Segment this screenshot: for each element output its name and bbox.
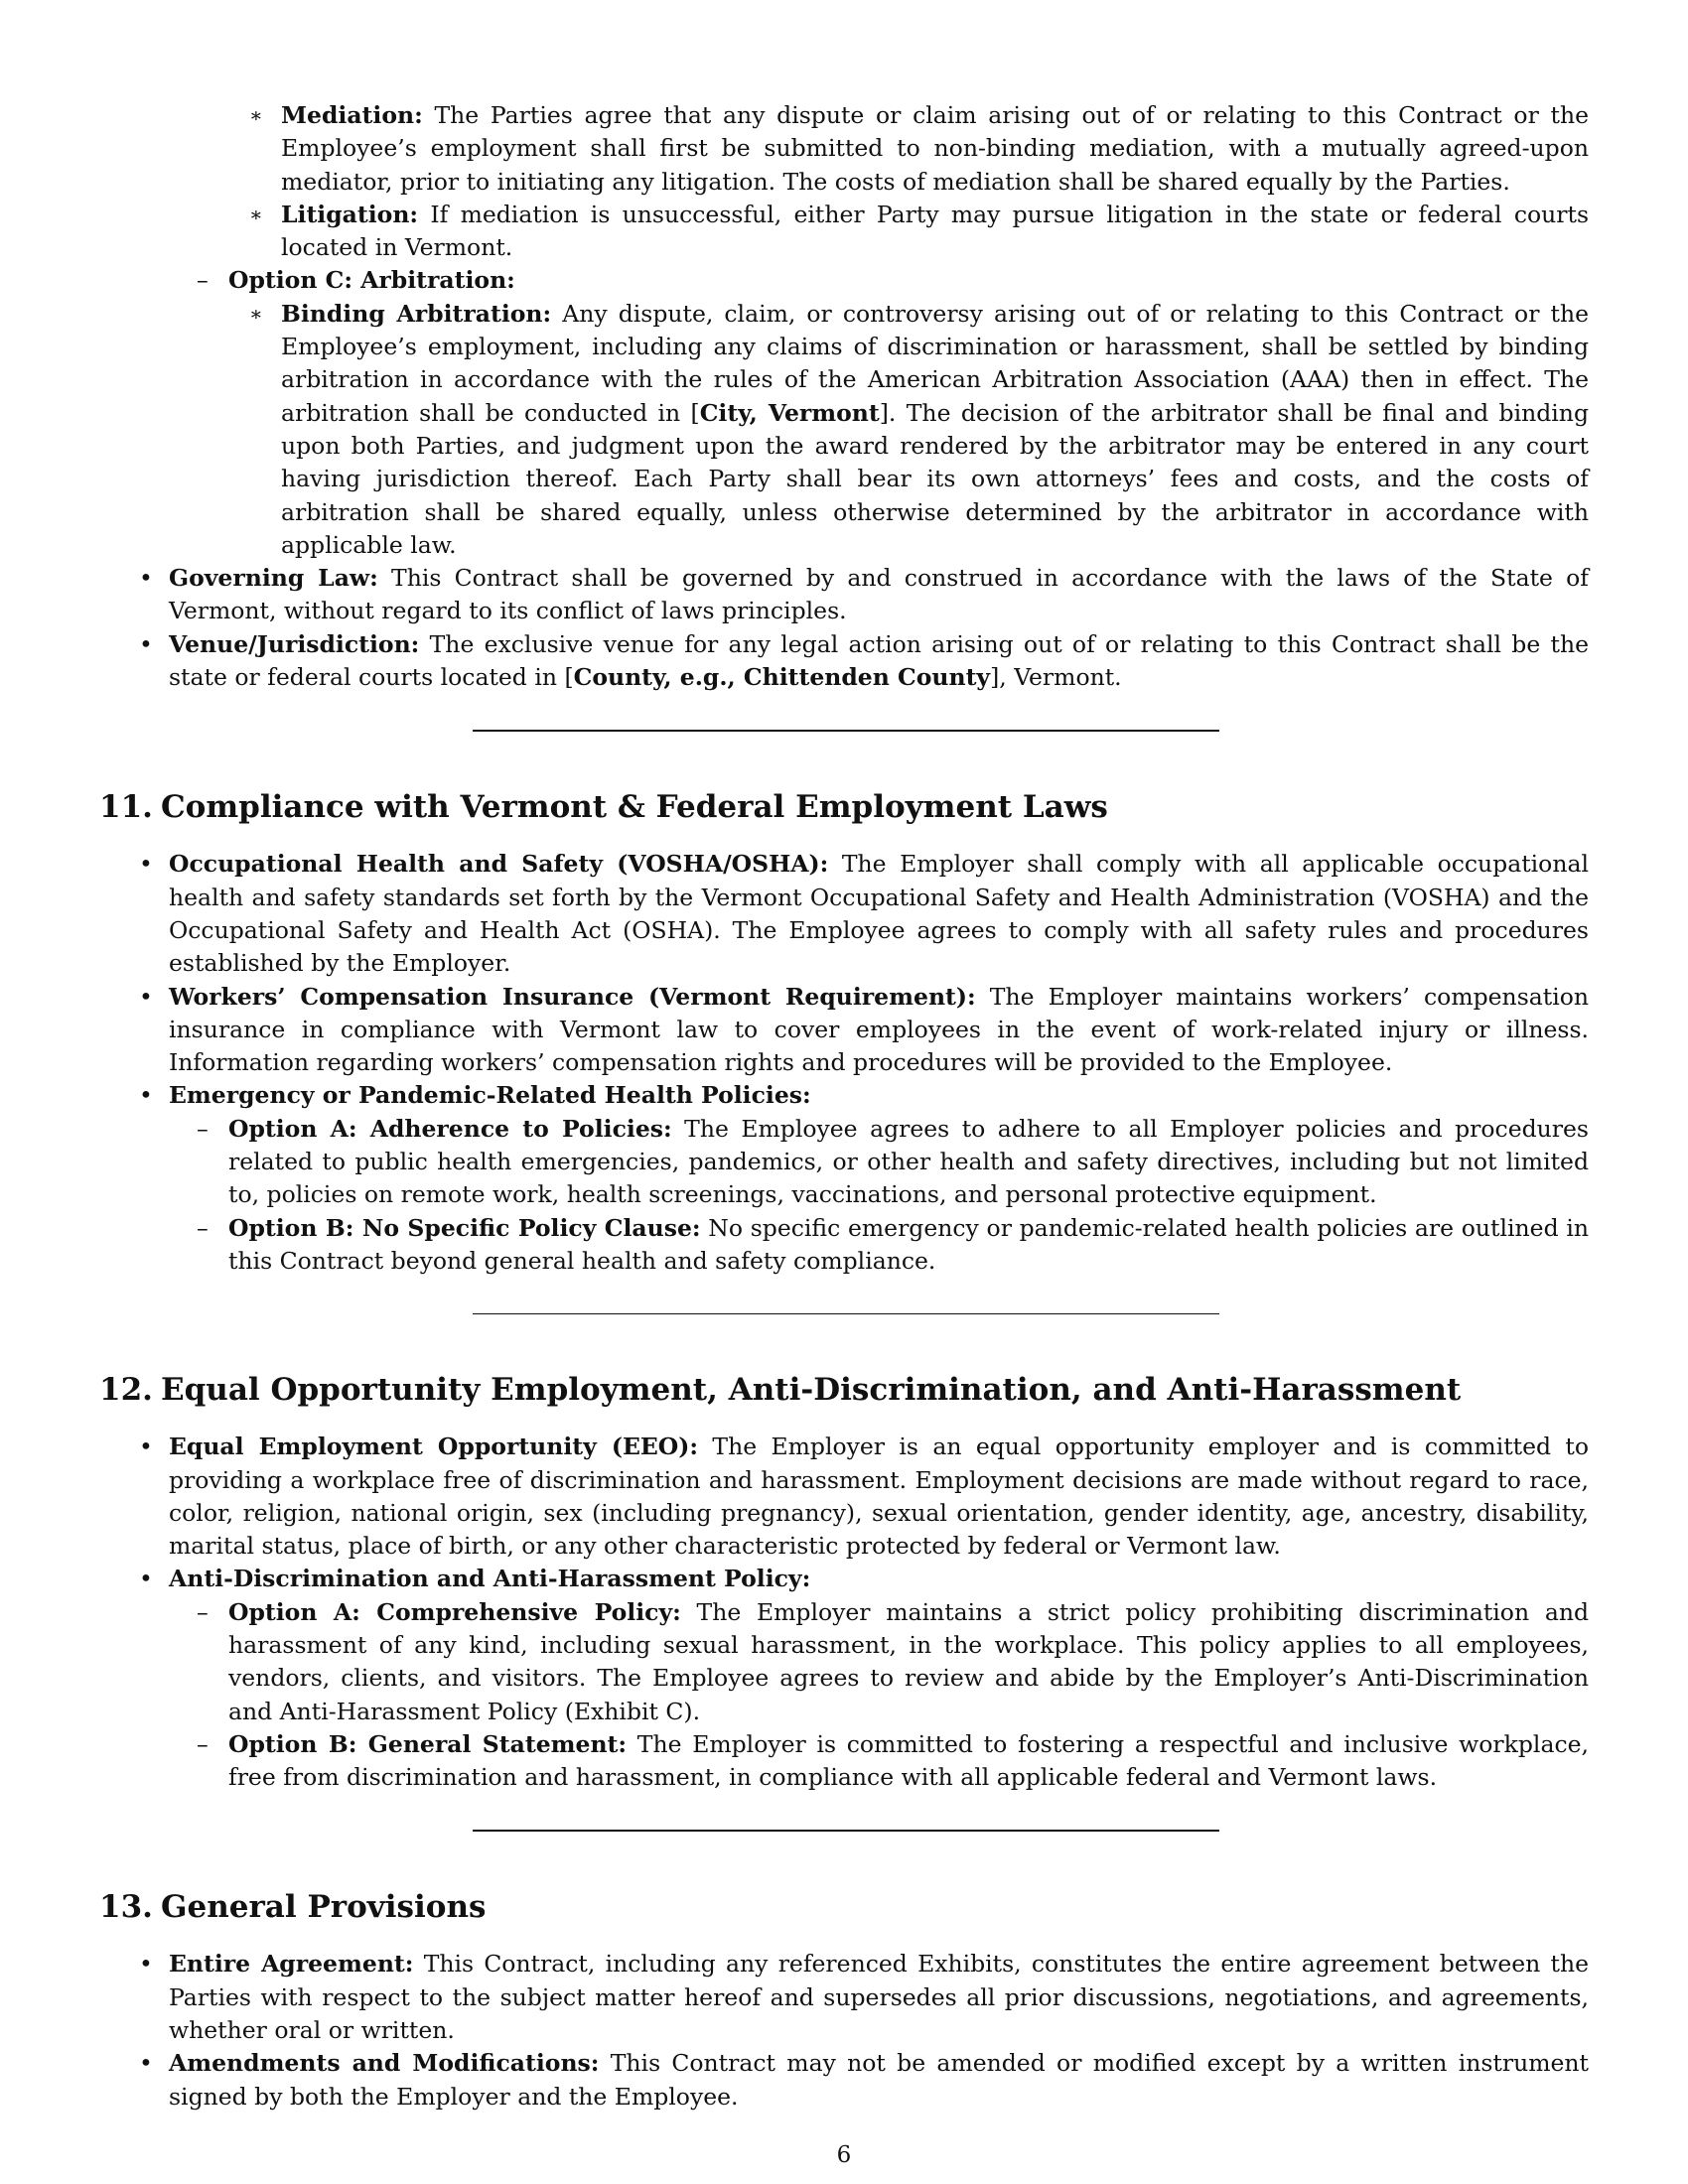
bullet-icon: • [139, 850, 153, 879]
section-heading-13 [99, 1887, 1589, 1927]
venue-text-1: The exclusive venue for any legal action arising out of or relating to this Contract shall be the state or federal courts located in [ [169, 629, 1589, 692]
eeo-text: The Employer is an equal opportunity employer and is committed to providing a workplace free of discrimination and harassment. Employment decisions are made without regard to race, color, religion, national origin, sex (including pregnancy), sexual orientation, gender identity, age, ancestry, disability, marital status, place of birth, or any other characteristic protected by federal or Vermont law. [169, 1433, 1589, 1561]
venue-label: Venue/Jurisdiction: [169, 629, 420, 658]
bullet-icon: • [139, 1950, 153, 1979]
bullet-icon: • [139, 2049, 153, 2078]
list-item-mediation [249, 99, 1589, 199]
emergency-label: Emergency or Pandemic-Related Health Policies: [169, 1081, 811, 1110]
litigation-label: Litigation: [281, 200, 419, 228]
section-divider [473, 730, 1219, 732]
emergency-option-a-label: Option A: Adherence to Policies: [228, 1114, 672, 1143]
section-heading-12 [99, 1370, 1589, 1410]
list-item-venue [139, 628, 1589, 695]
bullet-icon: • [139, 982, 153, 1011]
osha-label: Occupational Health and Safety (VOSHA/OSHA): [169, 850, 829, 879]
amendments-label: Amendments and Modifications: [169, 2049, 600, 2078]
list-item-workers-comp [139, 981, 1590, 1080]
dash-bullet-icon: – [197, 1213, 209, 1242]
asterisk-bullet-icon: ∗ [249, 301, 263, 326]
section-title: General Provisions [161, 1889, 487, 1926]
emergency-option-a-text: The Employee agrees to adhere to all Employer policies and procedures related to public health emergencies, pandemics, or other health and safety directives, including but not limited to, policies on remote work, health screenings, vaccinations, and personal protective equipment. [228, 1114, 1589, 1209]
list-item-osha [139, 848, 1589, 980]
section-title: Equal Opportunity Employment, Anti-Discrimination, and Anti-Harassment [161, 1372, 1462, 1409]
list-item-policy-option-a [197, 1596, 1590, 1728]
arbitration-text-1: Any dispute, claim, or controversy arising out of or relating to this Contract or the Employee’s employment, including any claims of discrimination or harassment, shall be settled by binding arbitration in accordance with the rules of the American Arbitration Association (AAA) then in effect. The arbitration shall be conducted in [ [281, 299, 1589, 427]
workers-comp-text: The Employer maintains workers’ compensation insurance in compliance with Vermont law to cover employees in the event of work-related injury or illness. Information regarding workers’ compensation rights and procedures will be provided to the Employee. [169, 982, 1590, 1077]
mediation-label: Mediation: [281, 101, 423, 129]
section-number: 11. [99, 789, 153, 826]
entire-agreement-text: This Contract, including any referenced Exhibits, constitutes the entire agreement between the Parties with respect to the subject matter hereof and supersedes all prior discussions, negotiations, and agreements, whether oral or written. [169, 1950, 1589, 2045]
list-item-amendments [139, 2047, 1589, 2114]
policy-option-a-label: Option A: Comprehensive Policy: [228, 1597, 681, 1626]
venue-text-2: ], Vermont. [990, 663, 1122, 692]
dash-bullet-icon: – [197, 1597, 209, 1626]
section-heading-11 [99, 787, 1589, 827]
eeo-label: Equal Employment Opportunity (EEO): [169, 1433, 699, 1461]
list-item-policy-option-b [197, 1728, 1589, 1795]
policy-option-a-text: The Employer maintains a strict policy prohibiting discrimination and harassment of any kind, including sexual harassment, in the workplace. This policy applies to all employees, vendors, clients, and visitors. The Employee agrees to review and abide by the Employer’s Anti-Discrimination and Anti-Harassment Policy (Exhibit C). [228, 1597, 1590, 1725]
venue-county-placeholder: County, e.g., Chittenden County [573, 663, 991, 692]
list-item-governing-law [139, 562, 1589, 628]
section-number: 12. [99, 1372, 153, 1409]
list-item-eeo [139, 1431, 1589, 1563]
anti-discrimination-label: Anti-Discrimination and Anti-Harassment Policy: [169, 1565, 811, 1593]
list-item-emergency-option-b [197, 1212, 1589, 1279]
bullet-icon: • [139, 564, 153, 593]
list-item-option-c [197, 264, 1589, 297]
workers-comp-label: Workers’ Compensation Insurance (Vermont Requirement): [169, 982, 976, 1011]
amendments-text: This Contract may not be amended or modified except by a written instrument signed by both the Employer and the Employee. [169, 2049, 1589, 2111]
policy-option-b-text: The Employer is committed to fostering a respectful and inclusive workplace, free from discrimination and harassment, in compliance with all applicable federal and Vermont laws. [228, 1729, 1589, 1792]
emergency-option-b-label: Option B: No Specific Policy Clause: [228, 1213, 701, 1242]
section-divider [473, 1313, 1219, 1314]
list-item-litigation [249, 199, 1589, 265]
list-item-anti-discrimination [139, 1563, 1589, 1595]
mediation-text: The Parties agree that any dispute or claim arising out of or relating to this Contract or the Employee’s employment shall first be submitted to non-binding mediation, with a mutually agreed-upon mediator, prior to initiating any litigation. The costs of mediation shall be shared equally by the Parties. [281, 101, 1589, 196]
policy-option-b-label: Option B: General Statement: [228, 1729, 628, 1758]
bullet-icon: • [139, 1565, 153, 1593]
entire-agreement-label: Entire Agreement: [169, 1950, 414, 1979]
emergency-option-b-text: No specific emergency or pandemic-related health policies are outlined in this Contract beyond general health and safety compliance. [228, 1213, 1589, 1275]
dash-bullet-icon: – [197, 266, 209, 295]
bullet-icon: • [139, 1433, 153, 1461]
option-c-label: Option C: Arbitration: [228, 266, 515, 295]
dash-bullet-icon: – [197, 1729, 209, 1758]
list-item-emergency-option-a [197, 1113, 1589, 1212]
section-number: 13. [99, 1889, 153, 1926]
section-divider [473, 1830, 1219, 1832]
arbitration-city-placeholder: City, Vermont [699, 398, 880, 427]
governing-law-text: This Contract shall be governed by and construed in accordance with the laws of the State of Vermont, without regard to its conflict of laws principles. [169, 564, 1589, 625]
arbitration-text-2: ]. The decision of the arbitrator shall be final and binding upon both Parties, and judgment upon the award rendered by the arbitrator may be entered in any court having jurisdiction thereof. Each Party shall bear its own attorneys’ fees and costs, and the costs of arbitration shall be shared equally, unless otherwise determined by the arbitrator in accordance with applicable law. [281, 398, 1589, 559]
asterisk-bullet-icon: ∗ [249, 103, 263, 127]
bullet-icon: • [139, 629, 153, 658]
governing-law-label: Governing Law: [169, 564, 378, 593]
list-item-binding-arbitration [249, 298, 1589, 562]
bullet-icon: • [139, 1081, 153, 1110]
list-item-emergency [139, 1079, 1589, 1112]
asterisk-bullet-icon: ∗ [249, 202, 263, 226]
page-number: 6 [836, 2142, 852, 2168]
page-content [99, 99, 1589, 2114]
litigation-text: If mediation is unsuccessful, either Party may pursue litigation in the state or federal courts located in Vermont. [281, 200, 1589, 262]
arbitration-label: Binding Arbitration: [281, 299, 552, 328]
dash-bullet-icon: – [197, 1114, 209, 1143]
section-title: Compliance with Vermont & Federal Employment Laws [161, 789, 1108, 826]
list-item-entire-agreement [139, 1948, 1589, 2047]
osha-text: The Employer shall comply with all applicable occupational health and safety standards set forth by the Vermont Occupational Safety and Health Administration (VOSHA) and the Occupational Safety and Health Act (OSHA). The Employee agrees to comply with all safety rules and procedures established by the Employer. [169, 850, 1589, 978]
